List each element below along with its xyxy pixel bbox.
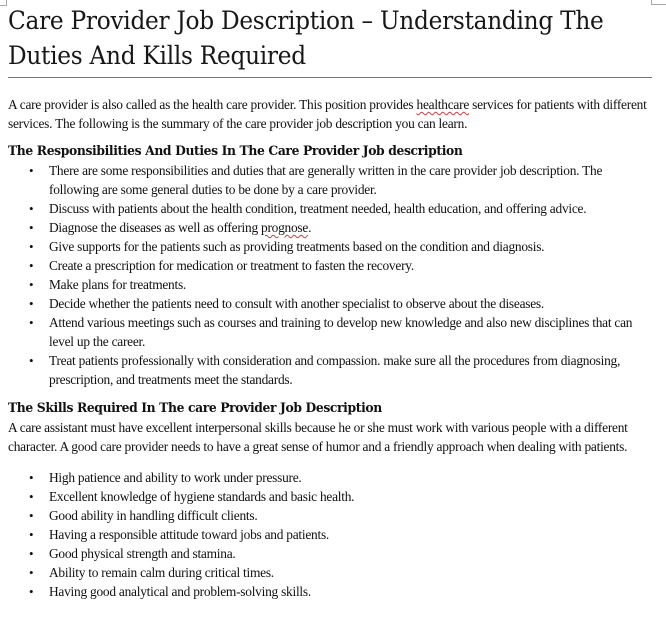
list-item <box>8 275 653 294</box>
list-item <box>8 199 653 218</box>
list-item-text: Discuss with patients about the health condition, treatment needed, health education, and offering advice. <box>49 201 587 216</box>
bullet-icon: • <box>29 584 34 599</box>
bullet-icon: • <box>29 508 34 523</box>
list-item <box>8 506 653 525</box>
responsibilities-list <box>8 161 653 389</box>
intro-text-after: services for patients with different services. The following is the summary of the care provider job description you can learn. <box>8 97 647 131</box>
bullet-icon: • <box>29 315 34 330</box>
list-item <box>8 218 653 237</box>
list-item <box>8 487 653 506</box>
page-corner-mark-left <box>0 0 7 6</box>
list-item-text: Treat patients professionally with consideration and compassion. make sure all the procedures from diagnosing, prescription, and treatments meet the standards. <box>49 353 621 387</box>
list-item <box>8 468 653 487</box>
bullet-icon: • <box>29 527 34 542</box>
list-item-text: Having good analytical and problem-solving skills. <box>49 584 311 599</box>
bullet-icon: • <box>29 565 34 580</box>
skills-list <box>8 468 653 601</box>
bullet-icon: • <box>29 277 34 292</box>
list-item-text: Ability to remain calm during critical times. <box>49 565 274 580</box>
list-item-text: Good physical strength and stamina. <box>49 546 236 561</box>
document-page[interactable] <box>8 0 653 601</box>
bullet-icon: • <box>29 546 34 561</box>
spellcheck-flagged-word[interactable]: prognose <box>261 220 309 235</box>
skills-paragraph: A care assistant must have excellent interpersonal skills because he or she must work with various people with a different character. A good care provider needs to have a great sense of humor and a friendly approach when dealing with patients. <box>8 420 628 454</box>
intro-paragraph <box>8 95 653 133</box>
skills-heading: The Skills Required In The care Provider Job Description <box>8 401 382 416</box>
bullet-icon: • <box>29 353 34 368</box>
bullet-icon: • <box>29 258 34 273</box>
list-item-text: High patience and ability to work under pressure. <box>49 470 302 485</box>
bullet-icon: • <box>29 239 34 254</box>
list-item <box>8 525 653 544</box>
list-item-text: . <box>308 220 312 235</box>
list-item-text: Attend various meetings such as courses and training to develop new knowledge and also new disciplines that can level up the career. <box>49 315 633 349</box>
bullet-icon: • <box>29 489 34 504</box>
list-item <box>8 313 653 351</box>
bullet-icon: • <box>29 163 34 178</box>
bullet-icon: • <box>29 201 34 216</box>
list-item-text: Diagnose the diseases as well as offering <box>49 220 261 235</box>
list-item-text: Having a responsible attitude toward jobs and patients. <box>49 527 330 542</box>
list-item-text: Give supports for the patients such as providing treatments based on the condition and diagnosis. <box>49 239 545 254</box>
responsibilities-heading: The Responsibilities And Duties In The Care Provider Job description <box>8 144 463 159</box>
list-item <box>8 256 653 275</box>
list-item <box>8 237 653 256</box>
list-item <box>8 563 653 582</box>
list-item <box>8 582 653 601</box>
list-item <box>8 161 653 199</box>
list-item-text: Create a prescription for medication or treatment to fasten the recovery. <box>49 258 414 273</box>
list-item <box>8 294 653 313</box>
list-item <box>8 544 653 563</box>
title-underline-divider <box>8 77 652 78</box>
intro-text-before: A care provider is also called as the health care provider. This position provides <box>8 97 417 112</box>
list-item-text: Make plans for treatments. <box>49 277 187 292</box>
document-title: Care Provider Job Description – Understanding The Duties And Kills Required <box>8 6 604 70</box>
spellcheck-flagged-word[interactable]: healthcare <box>416 97 470 112</box>
list-item <box>8 351 653 389</box>
list-item-text: Good ability in handling difficult clients. <box>49 508 258 523</box>
list-item-text: Decide whether the patients need to consult with another specialist to observe about the diseases. <box>49 296 544 311</box>
bullet-icon: • <box>29 470 34 485</box>
bullet-icon: • <box>29 220 34 235</box>
bullet-icon: • <box>29 296 34 311</box>
list-item-text: There are some responsibilities and duties that are generally written in the care provider job description. The following are some general duties to be done by a care provider. <box>49 163 603 197</box>
list-item-text: Excellent knowledge of hygiene standards and basic health. <box>49 489 355 504</box>
